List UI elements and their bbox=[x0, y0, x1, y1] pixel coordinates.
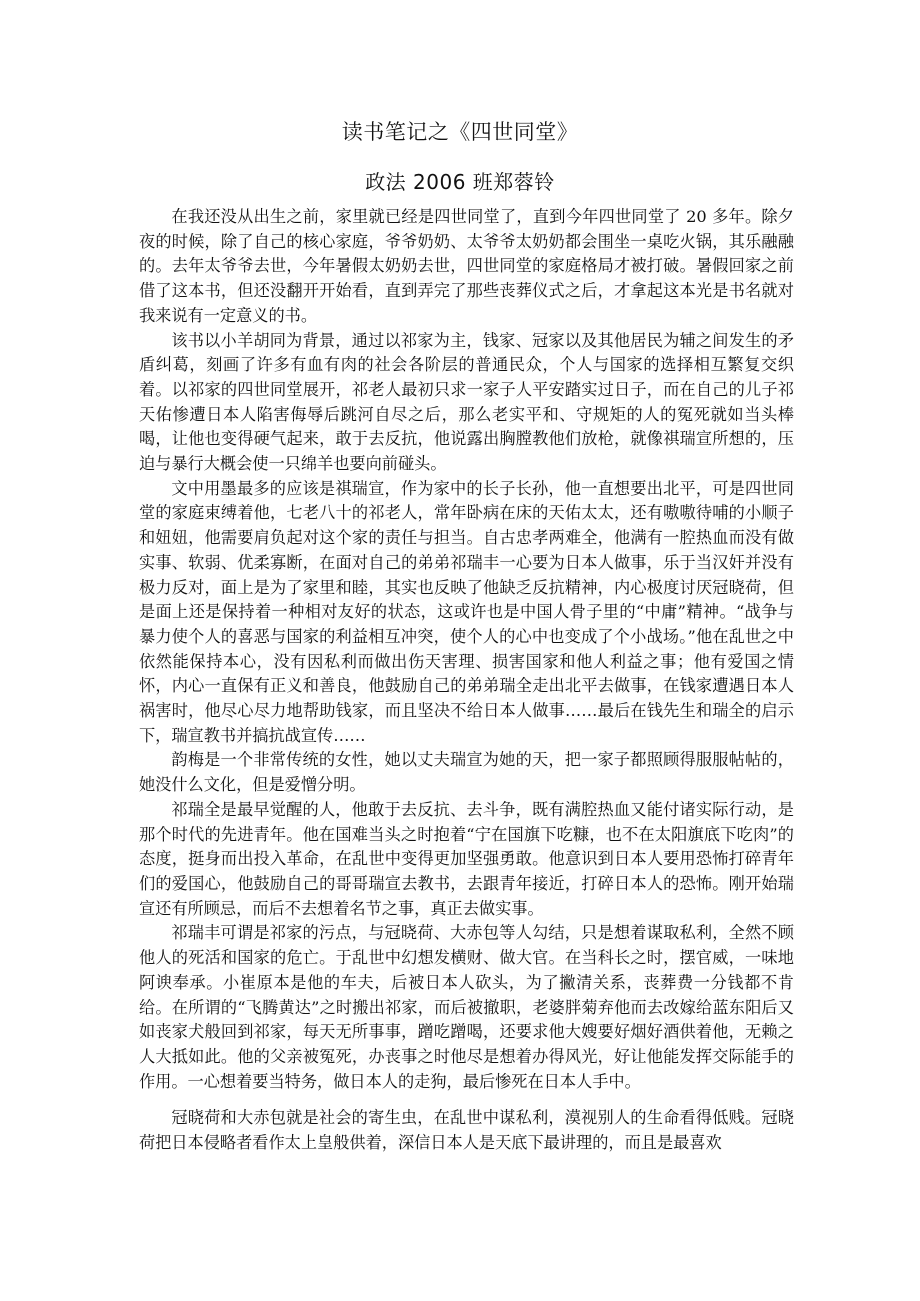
paragraph-ruiquan: 祁瑞全是最早觉醒的人，他敢于去反抗、去斗争，既有满腔热血又能付诸实际行动，是那个时代的先进青年。他在国难当头之时抱着“宁在国旗下吃糠，也不在太阳旗底下吃肉”的态度，挺身而出投入革命，在乱世中变得更加坚强勇敢。他意识到日本人要用恐怖打碎青年们的爱国心，他鼓励自己的哥哥瑞宣去教书，去跟青年接近，打碎日本人的恐怖。刚开始瑞宣还有所顾忌，而后不去想着名节之事，真正去做实事。 bbox=[139, 799, 794, 918]
paragraph-intro: 在我还没从出生之前，家里就已经是四世同堂了，直到今年四世同堂了 20 多年。除夕夜的时候，除了自己的核心家庭，爷爷奶奶、太爷爷太奶奶都会围坐一桌吃火锅，其乐融融的。去年太爷爷去世，今年暑假太奶奶去世，四世同堂的家庭格局才被打破。暑假回家之前借了这本书，但还没翻开开始看，直到弄完了那些丧葬仪式之后，才拿起这本光是书名就对我来说有一定意义的书。 bbox=[139, 207, 794, 325]
paragraph-yunmei: 韵梅是一个非常传统的女性，她以丈夫瑞宣为她的天，把一家子都照顾得服服帖帖的，她没什么文化，但是爱憎分明。 bbox=[139, 750, 794, 795]
author-line: 政法 2006 班郑蓉铃 bbox=[365, 170, 555, 194]
document-body bbox=[139, 205, 794, 1156]
paragraph-background: 该书以小羊胡同为背景，通过以祁家为主，钱家、冠家以及其他居民为辅之间发生的矛盾纠葛，刻画了许多有血有肉的社会各阶层的普通民众，个人与国家的选择相互繁复交织着。以祁家的四世同堂展开，祁老人最初只求一家子人平安踏实过日子，而在自己的儿子祁天佑惨遭日本人陷害侮辱后跳河自尽之后，那么老实平和、守规矩的人的冤死就如当头棒喝，让他也变得硬气起来，敢于去反抗，他说露出胸膛教他们放枪，就像祺瑞宣所想的，压迫与暴行大概会使一只绵羊也要向前碰头。 bbox=[139, 330, 794, 474]
paragraph-guanxiaohe: 冠晓荷和大赤包就是社会的寄生虫，在乱世中谋私利，漠视别人的生命看得低贱。冠晓荷把日本侵略者看作太上皇般供着，深信日本人是天底下最讲理的，而且是最喜欢 bbox=[139, 1108, 794, 1153]
paragraph-ruifeng: 祁瑞丰可谓是祁家的污点，与冠晓荷、大赤包等人勾结，只是想着谋取私利，全然不顾他人的死活和国家的危亡。于乱世中幻想发横财、做大官。在当科长之时，摆官威，一味地阿谀奉承。小崔原本是他的车夫，后被日本人砍头，为了撇清关系，丧葬费一分钱都不肯给。在所谓的“飞腾黄达”之时搬出祁家，而后被撤职，老婆胖菊弃他而去改嫁给蓝东阳后又如丧家犬般回到祁家，每天无所事事，蹭吃蹭喝，还要求他大嫂要好烟好酒供着他，无赖之人大抵如此。他的父亲被冤死，办丧事之时他尽是想着办得风光，好让他能发挥交际能手的作用。一心想着要当特务，做日本人的走狗，最后惨死在日本人手中。 bbox=[139, 923, 794, 1091]
document-title: 读书笔记之《四世同堂》 bbox=[341, 120, 579, 144]
paragraph-ruixuan: 文中用墨最多的应该是祺瑞宣，作为家中的长子长孙，他一直想要出北平，可是四世同堂的家庭束缚着他，七老八十的祁老人，常年卧病在床的天佑太太，还有嗷嗷待哺的小顺子和妞妞，他需要肩负起对这个家的责任与担当。自古忠孝两难全，他满有一腔热血而没有做实事、软弱、优柔寡断，在面对自己的弟弟祁瑞丰一心要为日本人做事，乐于当汉奸并没有极力反对，面上是为了家里和睦，其实也反映了他缺乏反抗精神，内心极度讨厌冠晓荷，但是面上还是保持着一种相对友好的状态，这或许也是中国人骨子里的“中庸”精神。“战争与暴力使个人的喜恶与国家的利益相互冲突，使个人的心中也变成了个小战场。”他在乱世之中依然能保持本心，没有因私利而做出伤天害理、损害国家和他人利益之事；他有爱国之情怀，内心一直保有正义和善良，他鼓励自己的弟弟瑞全走出北平去做事，在钱家遭遇日本人祸害时，他尽心尽力地帮助钱家，而且坚决不给日本人做事……最后在钱先生和瑞全的启示下，瑞宣教书并搞抗战宣传…… bbox=[139, 478, 794, 745]
